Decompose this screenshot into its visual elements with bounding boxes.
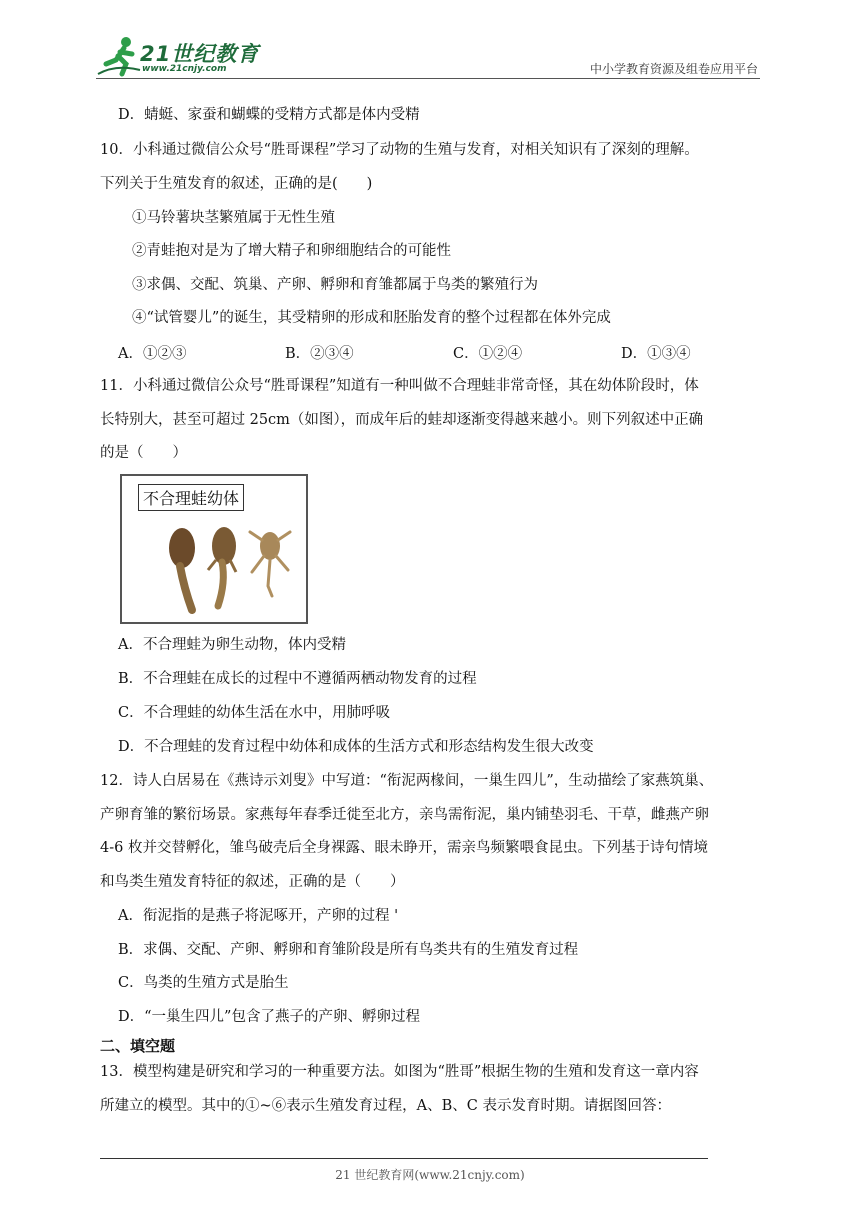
q13-stem-line2: 所建立的模型。其中的①~⑥表示生殖发育过程，A、B、C 表示发育时期。请据图回答： (100, 1098, 671, 1114)
q11-option-b: B．不合理蛙在成长的过程中不遵循两栖动物发育的过程 (118, 671, 477, 687)
q12-stem-line4: 和鸟类生殖发育特征的叙述，正确的是（ ） (100, 874, 405, 890)
q10-option-d: D．①③④ (621, 346, 691, 362)
logo-text: 21世纪教育 (140, 42, 260, 66)
footer-divider (100, 1158, 708, 1159)
runner-icon (96, 34, 142, 78)
q12-option-c: C．鸟类的生殖方式是胎生 (118, 975, 289, 991)
q12-option-b: B．求偶、交配、产卵、孵卵和育雏阶段是所有鸟类共有的生殖发育过程 (118, 942, 579, 958)
q10-stem-line2: 下列关于生殖发育的叙述，正确的是( ) (100, 176, 373, 192)
q11-option-c: C．不合理蛙的幼体生活在水中，用肺呼吸 (118, 705, 391, 721)
q11-stem-line2: 长特别大，甚至可超过 25cm（如图），而成年后的蛙却逐渐变得越来越小。则下列叙述中正确 (100, 412, 704, 428)
q12-stem-line2: 产卵育雏的繁衍场景。家燕每年春季迁徙至北方，亲鸟需衔泥，巢内铺垫羽毛、干草，雌燕产卵 (100, 807, 709, 823)
page-header (96, 34, 760, 82)
header-divider (96, 78, 760, 79)
q11-option-a: A．不合理蛙为卵生动物，体内受精 (118, 637, 346, 653)
platform-title: 中小学教育资源及组卷应用平台 (589, 62, 758, 76)
q10-option-b: B．②③④ (285, 346, 354, 362)
tadpole-illustration (122, 476, 306, 622)
q10-statement-4: ④“试管婴儿”的诞生，其受精卵的形成和胚胎发育的整个过程都在体外完成 (132, 310, 611, 326)
q11-stem-line1: 11．小科通过微信公众号“胜哥课程”知道有一种叫做不合理蛙非常奇怪，其在幼体阶段时，体 (100, 378, 699, 394)
figure-label: 不合理蛙幼体 (138, 484, 244, 511)
q11-stem-line3: 的是（ ） (100, 445, 187, 461)
q9-option-d: D．蜻蜓、家蚕和蝴蝶的受精方式都是体内受精 (118, 107, 420, 123)
frog-tadpole-figure (120, 474, 308, 624)
q12-stem-line1: 12．诗人白居易在《燕诗示刘叟》中写道：“衔泥两椽间，一巢生四儿”，生动描绘了家燕筑巢、 (100, 773, 714, 789)
q13-stem-line1: 13．模型构建是研究和学习的一种重要方法。如图为“胜哥”根据生物的生殖和发育这一章内容 (100, 1064, 699, 1080)
page-footer: 21 世纪教育网(www.21cnjy.com) (335, 1168, 525, 1182)
q12-option-a: A．衔泥指的是燕子将泥啄开，产卵的过程 ' (118, 908, 399, 924)
section-heading: 二、填空题 (100, 1037, 176, 1055)
q10-option-c: C．①②④ (453, 346, 523, 362)
q10-statement-3: ③求偶、交配、筑巢、产卵、孵卵和育雏都属于鸟类的繁殖行为 (132, 277, 538, 293)
q10-stem-line1: 10．小科通过微信公众号“胜哥课程”学习了动物的生殖与发育，对相关知识有了深刻的理解。 (100, 142, 699, 158)
q10-statement-1: ①马铃薯块茎繁殖属于无性生殖 (132, 210, 335, 226)
q10-statement-2: ②青蛙抱对是为了增大精子和卵细胞结合的可能性 (132, 243, 451, 259)
q12-option-d: D．“一巢生四儿”包含了燕子的产卵、孵卵过程 (118, 1009, 420, 1025)
site-logo (96, 34, 266, 80)
q12-stem-line3: 4-6 枚并交替孵化，雏鸟破壳后全身裸露、眼未睁开，需亲鸟频繁喂食昆虫。下列基于诗句情境 (100, 840, 708, 856)
q11-option-d: D．不合理蛙的发育过程中幼体和成体的生活方式和形态结构发生很大改变 (118, 739, 594, 755)
q10-option-a: A．①②③ (118, 346, 187, 362)
logo-url: www.21cnjy.com (142, 64, 227, 74)
